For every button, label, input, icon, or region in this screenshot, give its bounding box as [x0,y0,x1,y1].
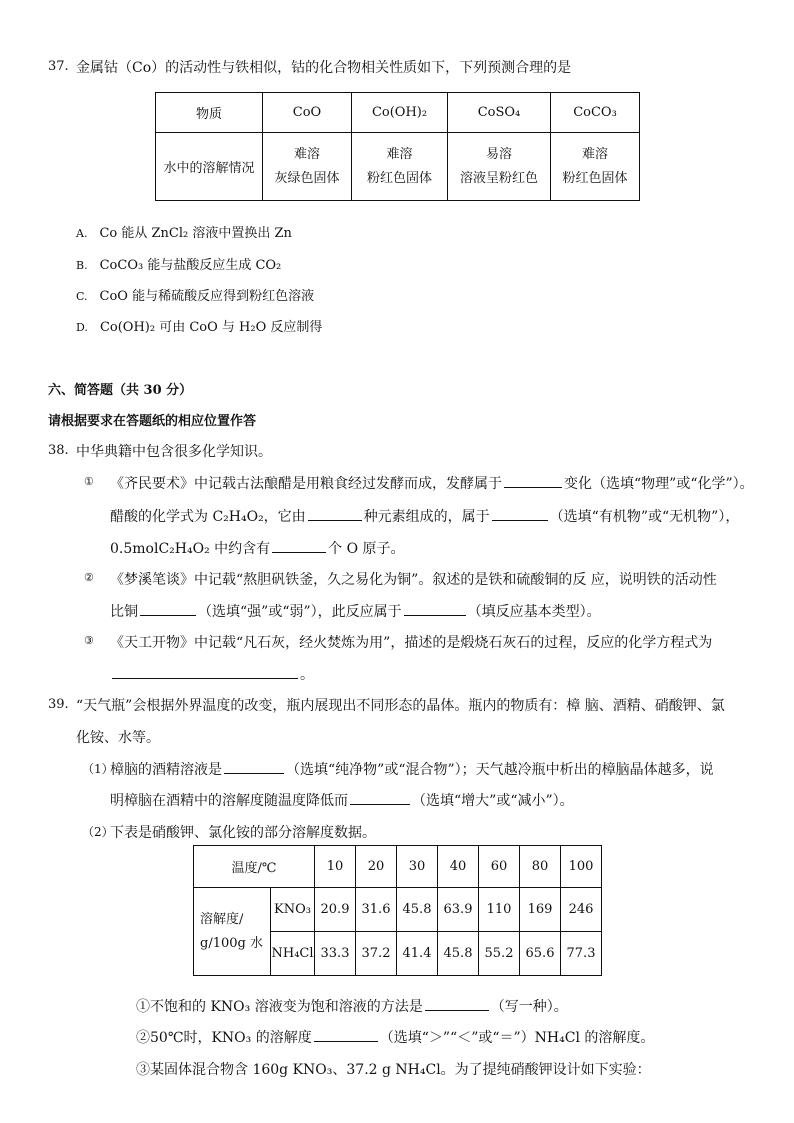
table-cell: 难溶 粉红色固体 [352,133,448,201]
q37-stem: 金属钴（Co）的活动性与铁相似，钴的化合物相关性质如下，下列预测合理的是 [76,60,572,76]
q39-part2-text: 下表是硝酸钾、氯化铵的部分溶解度数据。 [110,825,376,841]
table-header: 温度/℃ [194,846,315,888]
table-cell: 37.2 [356,932,397,976]
q38-item3-mark: ③ [84,634,94,647]
table-cell: 169 [520,888,561,932]
answer-blank[interactable] [308,508,362,521]
q38-item3-line1: 《天工开物》中记载“凡石灰，经火焚炼为用”，描述的是煅烧石灰石的过程，反应的化学方程式为 [110,635,713,651]
table-header: 80 [520,846,561,888]
table-header: Co(OH)₂ [352,93,448,133]
section-title: 六、简答题（共 30 分） [48,383,193,398]
table-header: 30 [397,846,438,888]
option-b: B. CoCO₃ 能与盐酸反应生成 CO₂ [76,258,282,273]
table-cell: 31.6 [356,888,397,932]
q39-part2-mark: （2） [82,825,114,839]
table-header: 20 [356,846,397,888]
q39-stem-line1: “天气瓶”会根据外界温度的改变，瓶内展现出不同形态的晶体。瓶内的物质有：樟 脑、酒精、硝酸钾、氯 [76,698,725,714]
q38-item1-line3: 0.5molC₂H₄O₂ 中约含有 个 O 原子。 [110,541,405,557]
q39-part1-line2: 明樟脑在酒精中的溶解度随温度降低而 （选填“增大”或“减小”）。 [110,793,574,809]
table-header: CoSO₄ [448,93,551,133]
row-label: 溶解度/ g/100g 水 [194,888,271,976]
option-c: C. CoO 能与稀硫酸反应得到粉红色溶液 [76,289,315,304]
answer-blank[interactable] [112,666,298,679]
q39-number: 39. [48,697,69,712]
table-cell: 77.3 [561,932,602,976]
answer-blank[interactable] [272,540,326,553]
option-a: A. Co 能从 ZnCl₂ 溶液中置换出 Zn [76,226,292,241]
q38-item3-line2: 。 [110,664,314,684]
row-label: 水中的溶解情况 [156,133,263,201]
table-cell: 易溶 溶液呈粉红色 [448,133,551,201]
table-cell: 246 [561,888,602,932]
table-header: 100 [561,846,602,888]
table-cell: 110 [479,888,520,932]
q38-item2-line1: 《梦溪笔谈》中记载“熬胆矾铁釜，久之易化为铜”。叙述的是铁和硫酸铜的反 应，说明铁的活动性 [110,572,717,588]
answer-blank[interactable] [404,603,466,616]
answer-blank[interactable] [492,508,548,521]
row-name: NH₄Cl [271,932,315,976]
table-header: 物质 [156,93,263,133]
table-header: 10 [315,846,356,888]
answer-blank[interactable] [425,998,489,1011]
solubility-table [193,845,602,976]
section-instruction: 请根据要求在答题纸的相应位置作答 [48,414,257,429]
q39-stem-line2: 化铵、水等。 [76,730,160,746]
q38-item1-mark: ① [84,475,94,488]
answer-blank[interactable] [504,475,562,488]
q38-item1-line1: 《齐民要术》中记载古法酿醋是用粮食经过发酵而成，发酵属于 变化（选填“物理”或“化学”）。 [110,476,754,492]
table-cell: 63.9 [438,888,479,932]
q39-part1-mark: （1） [82,762,114,776]
q39-sub1: ①不饱和的 KNO₃ 溶液变为饱和溶液的方法是 （写一种）。 [136,999,568,1015]
option-d: D. Co(OH)₂ 可由 CoO 与 H₂O 反应制得 [76,320,323,335]
answer-blank[interactable] [314,1029,378,1042]
q37-property-table [155,92,640,201]
table-cell: 45.8 [397,888,438,932]
q38-item2-line2: 比铜 （选填“强”或“弱”），此反应属于 （填反应基本类型）。 [110,604,601,620]
table-cell: 20.9 [315,888,356,932]
q38-number: 38. [48,443,69,458]
q38-item1-line2: 醋酸的化学式为 C₂H₄O₂，它由 种元素组成的，属于 （选填“有机物”或“无机物”）， [110,509,740,525]
table-cell: 难溶 灰绿色固体 [263,133,352,201]
row-name: KNO₃ [271,888,315,932]
table-header: CoCO₃ [551,93,640,133]
table-cell: 55.2 [479,932,520,976]
table-header: 60 [479,846,520,888]
table-header: 40 [438,846,479,888]
q39-part1-line1: 樟脑的酒精溶液是 （选填“纯净物”或“混合物”）；天气越冷瓶中析出的樟脑晶体越多，说 [110,762,714,778]
q38-item2-mark: ② [84,571,94,584]
q39-sub2: ②50℃时，KNO₃ 的溶解度 （选填“＞”“＜”或“＝”）NH₄Cl 的溶解度。 [136,1030,655,1046]
answer-blank[interactable] [140,603,196,616]
table-cell: 65.6 [520,932,561,976]
table-cell: 33.3 [315,932,356,976]
table-cell: 难溶 粉红色固体 [551,133,640,201]
table-cell: 41.4 [397,932,438,976]
answer-blank[interactable] [350,792,410,805]
q37-number: 37. [48,59,69,74]
table-cell: 45.8 [438,932,479,976]
q38-stem: 中华典籍中包含很多化学知识。 [76,444,272,460]
table-header: CoO [263,93,352,133]
answer-blank[interactable] [224,761,284,774]
q39-sub3: ③某固体混合物含 160g KNO₃、37.2 g NH₄Cl。为了提纯硝酸钾设计如下实验： [136,1062,651,1078]
